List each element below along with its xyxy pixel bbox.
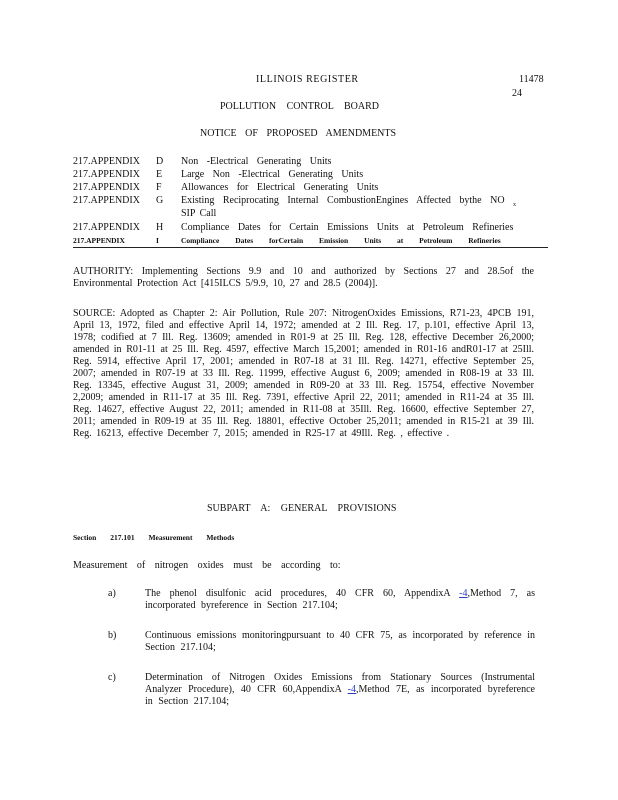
authority-paragraph: AUTHORITY: Implementing Sections 9.9 and 10 and authorized by Sections 27 and 28.5of the Environmental Protection Act [415ILCS 5/9.9, 10, 27 and 28.5 (2004)]. — [73, 266, 534, 289]
source-paragraph: SOURCE: Adopted as Chapter 2: Air Pollution, Rule 207: NitrogenOxides Emissions, R71-23, 4PCB 191, April 13, 1972, filed and effective April 14, 1972; amended at 2 Ill. Reg. 17, p.101, effective April 13, 1978; codified at 7 Ill. Reg. 13609; amended in R01-9 at 25 Ill. Reg. 128, effective December 26,2000; amended in R01-11 at 25 Ill. Reg. 4597, effective March 15,2001; amended in R01-16 andR01-17 at 25Ill. Reg. 5914, effective April 17, 2001; amended in R07-18 at 31 Ill. Reg. 14271, effective September 25, 2007; amended in R07-19 at 33 Ill. Reg. 11999, effective August 6, 2009; amended in R08-19 at 33 Ill. Reg. 13345, effective August 31, 2009; amended in R09-20 at 33 Ill. Reg. 15754, effective November 2,2009; amended in R11-17 at 35 Ill. Reg. 7391, effective April 22, 2011; amended in R11-24 at 35 Ill. Reg. 14627, effective August 22, 2011; amended in R11-08 at 35Ill. Reg. 16600, effective September 27, 2011; amended in R09-19 at 35 Ill. Reg. 18801, effective October 25,2011; amended in R15-21 at 39 Ill. Reg. 16213, effective December 7, 2015; amended in R25-17 at 49Ill. Reg. , effective . — [73, 308, 534, 439]
appendix-title: Compliance Dates forCertain Emission Units at Petroleum Refineries — [181, 236, 501, 245]
appendix-letter: H — [156, 222, 164, 233]
register-title: ILLINOIS REGISTER — [256, 74, 359, 85]
appendix-row-continuation — [73, 208, 548, 222]
appendix-letter: D — [156, 156, 164, 167]
item-label: c) — [108, 672, 116, 683]
appendix-row — [73, 169, 548, 182]
appendix-section: 217.APPENDIX — [73, 182, 140, 193]
item-text — [145, 630, 535, 654]
appendix-title-continuation: SIP Call — [181, 208, 217, 219]
item-text — [145, 672, 535, 708]
appendix-title: Allowances for Electrical Generating Units — [181, 182, 379, 193]
subscript-x: x — [513, 202, 517, 208]
appendix-section: 217.APPENDIX — [73, 169, 140, 180]
item-text-post: ,Method 7, as incorporated byreference in Section 217.104; — [145, 588, 535, 611]
item-label: b) — [108, 630, 117, 641]
issue-number: 24 — [512, 88, 522, 99]
appendix-section: 217.APPENDIX — [73, 236, 125, 245]
appendix-letter: F — [156, 182, 162, 193]
appendix-row-new — [73, 235, 548, 248]
page-number: 11478 — [519, 74, 544, 85]
item-label: a) — [108, 588, 116, 599]
inserted-text: -4 — [459, 588, 468, 599]
appendix-title: Compliance Dates for Certain Emissions Units at Petroleum Refineries — [181, 222, 514, 233]
appendix-title: Existing Reciprocating Internal CombustionEngines Affected bythe NO — [181, 195, 505, 206]
appendix-section: 217.APPENDIX — [73, 222, 140, 233]
appendix-letter: G — [156, 195, 164, 206]
appendix-row — [73, 222, 548, 235]
item-text-pre: Continuous emissions monitoringpursuant to 40 CFR 75, as incorporated by reference in Section 217.104; — [145, 630, 535, 653]
appendix-title: Non -Electrical Generating Units — [181, 156, 332, 167]
appendix-row — [73, 195, 548, 208]
appendix-row — [73, 156, 548, 169]
appendix-section: 217.APPENDIX — [73, 156, 140, 167]
item-text-post: ,Method 7E, as incorporated byreference in Section 217.104; — [145, 684, 535, 707]
appendix-list — [73, 156, 548, 248]
appendix-letter: I — [156, 236, 159, 245]
notice-title: NOTICE OF PROPOSED AMENDMENTS — [200, 128, 397, 139]
item-text — [145, 588, 535, 612]
appendix-section: 217.APPENDIX — [73, 195, 140, 206]
inserted-text: -4 — [347, 684, 357, 695]
appendix-letter: E — [156, 169, 163, 180]
intro-text: Measurement of nitrogen oxides must be according to: — [73, 560, 341, 571]
subpart-heading: SUBPART A: GENERAL PROVISIONS — [207, 503, 397, 514]
appendix-title: Large Non -Electrical Generating Units — [181, 169, 364, 180]
board-name: POLLUTION CONTROL BOARD — [220, 101, 379, 112]
appendix-row — [73, 182, 548, 195]
item-text-pre: Determination of Nitrogen Oxides Emissions from Stationary Sources (Instrumental Analyzer Procedure), 40 CFR 60,AppendixA — [145, 672, 535, 695]
item-text-pre: The phenol disulfonic acid procedures, 40 CFR 60, AppendixA — [145, 588, 460, 599]
section-heading: Section 217.101 Measurement Methods — [73, 533, 235, 542]
